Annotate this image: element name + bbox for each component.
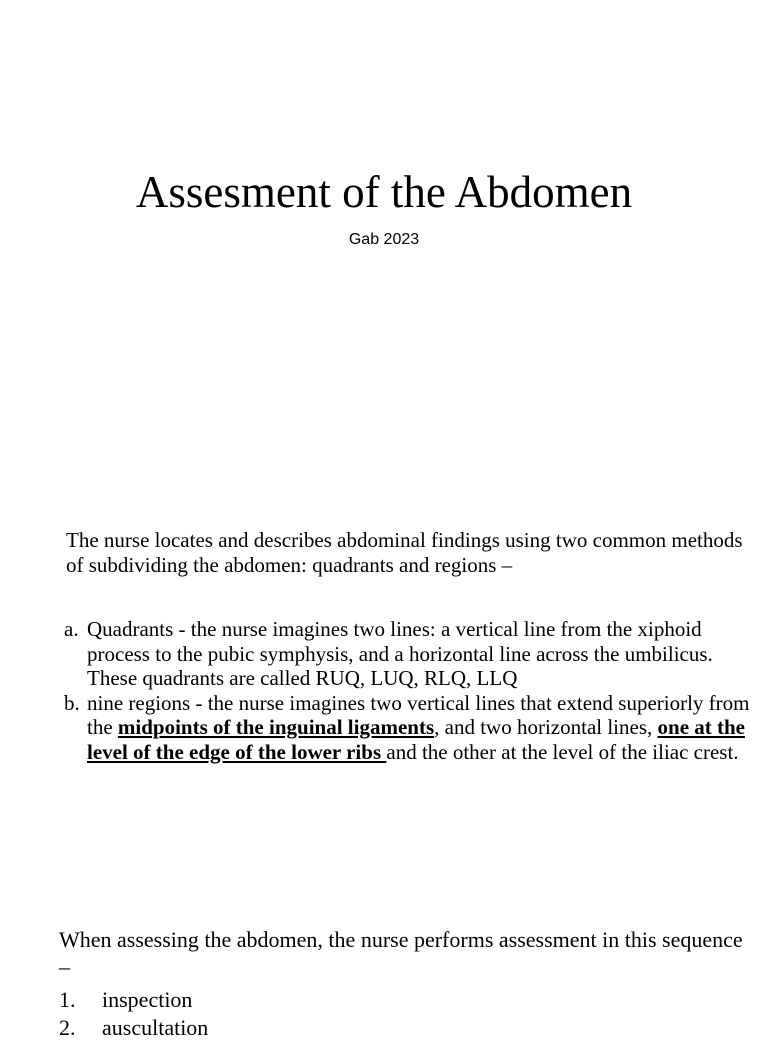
sequence-intro: When assessing the abdomen, the nurse performs assessment in this sequence –: [59, 927, 743, 979]
step-number: 1.: [59, 987, 76, 1012]
list-item-regions: [64, 691, 754, 765]
step-label: auscultation: [102, 1015, 209, 1040]
list-item-text: and the other at the level of the iliac crest.: [386, 739, 739, 764]
sequence-slide: [0, 918, 768, 1040]
subdivision-slide: [0, 520, 768, 820]
emphasis-inguinal: midpoints of the inguinal ligaments: [117, 715, 435, 739]
list-item-text: nine regions - the nurse imagines two vertical lines that extend superiorly from the: [87, 690, 750, 739]
sequence-list: [59, 986, 208, 1042]
step-label: inspection: [102, 987, 193, 1012]
title-slide: [0, 0, 768, 300]
emphasis-lower-ribs: one at the level of the edge of the lower ribs: [87, 715, 746, 764]
list-item-quadrants: [64, 617, 754, 691]
list-marker: b.: [64, 690, 80, 715]
subdivision-list: [64, 617, 754, 764]
subdivision-intro: The nurse locates and describes abdominal findings using two common methods of subdividing the abdomen: quadrants and regions –: [66, 528, 743, 577]
list-item-text: , and two horizontal lines,: [434, 715, 658, 739]
page-title: Assesment of the Abdomen: [135, 167, 633, 217]
list-marker: a.: [64, 617, 79, 641]
list-item-text: Quadrants - the nurse imagines two lines: a vertical line from the xiphoid process to the pubic symphysis, and a horizontal line across the umbilicus. These quadrants are called RUQ, LUQ, RLQ, LLQ: [87, 617, 713, 690]
page-subtitle: Gab 2023: [348, 231, 420, 248]
step-number: 2.: [59, 1015, 76, 1040]
list-item: [59, 1014, 208, 1042]
list-item: [59, 986, 208, 1014]
